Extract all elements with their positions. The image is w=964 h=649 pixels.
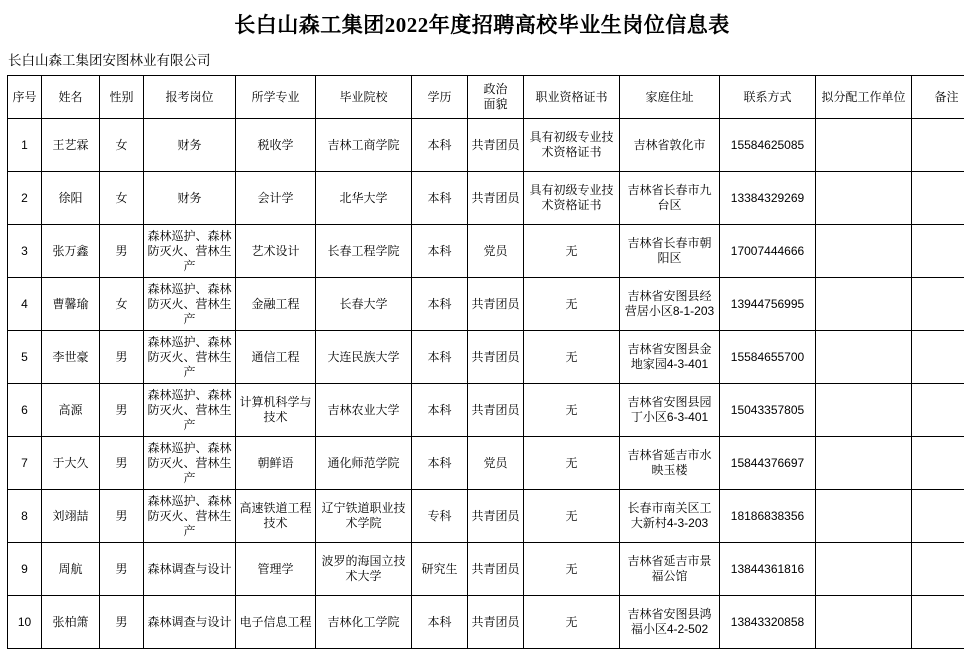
cell-post: 森林调查与设计 [144,543,236,596]
cell-assigned-unit [816,278,912,331]
cell-address: 吉林省安图县金地家园4-3-401 [620,331,720,384]
cell-post: 森林调查与设计 [144,596,236,649]
cell-major: 管理学 [236,543,316,596]
cell-certificate: 无 [524,596,620,649]
cell-gender: 男 [100,437,144,490]
cell-school: 长春大学 [316,278,412,331]
cell-assigned-unit [816,543,912,596]
cell-name: 徐阳 [42,172,100,225]
cell-school: 吉林工商学院 [316,119,412,172]
table-body [8,119,964,649]
table-row [8,278,964,331]
cell-political: 共青团员 [468,490,524,543]
company-name: 长白山森工集团安图林业有限公司 [0,49,964,75]
cell-contact: 13944756995 [720,278,816,331]
cell-name: 李世豪 [42,331,100,384]
cell-remark [912,490,964,543]
cell-seq: 2 [8,172,42,225]
cell-address: 吉林省安图县鸿福小区4-2-502 [620,596,720,649]
recruitment-table [7,75,964,649]
cell-contact: 15584655700 [720,331,816,384]
cell-gender: 男 [100,331,144,384]
cell-name: 高源 [42,384,100,437]
cell-certificate: 无 [524,225,620,278]
cell-degree: 本科 [412,278,468,331]
cell-address: 吉林省延吉市景福公馆 [620,543,720,596]
cell-certificate: 无 [524,437,620,490]
cell-contact: 13844361816 [720,543,816,596]
table-row [8,172,964,225]
cell-gender: 女 [100,278,144,331]
cell-contact: 17007444666 [720,225,816,278]
cell-certificate: 无 [524,384,620,437]
cell-remark [912,437,964,490]
cell-seq: 1 [8,119,42,172]
header-remark: 备注 [912,76,964,119]
header-post: 报考岗位 [144,76,236,119]
cell-political: 共青团员 [468,543,524,596]
cell-gender: 女 [100,119,144,172]
table-row [8,437,964,490]
cell-seq: 5 [8,331,42,384]
header-political-status [468,76,524,119]
cell-seq: 4 [8,278,42,331]
cell-political: 共青团员 [468,278,524,331]
header-degree: 学历 [412,76,468,119]
cell-gender: 男 [100,543,144,596]
cell-name: 张万鑫 [42,225,100,278]
cell-degree: 本科 [412,225,468,278]
header-school: 毕业院校 [316,76,412,119]
cell-certificate: 具有初级专业技术资格证书 [524,119,620,172]
cell-school: 大连民族大学 [316,331,412,384]
cell-certificate: 无 [524,543,620,596]
header-gender: 性别 [100,76,144,119]
table-row [8,384,964,437]
cell-political: 共青团员 [468,384,524,437]
cell-post: 森林巡护、森林防灭火、营林生产 [144,437,236,490]
header-address: 家庭住址 [620,76,720,119]
cell-political: 共青团员 [468,172,524,225]
cell-name: 周航 [42,543,100,596]
cell-school: 吉林农业大学 [316,384,412,437]
table-row [8,331,964,384]
cell-contact: 15043357805 [720,384,816,437]
cell-political: 共青团员 [468,596,524,649]
cell-degree: 本科 [412,384,468,437]
cell-address: 吉林省长春市九台区 [620,172,720,225]
cell-degree: 本科 [412,596,468,649]
cell-major: 税收学 [236,119,316,172]
cell-political: 共青团员 [468,119,524,172]
header-political-line1: 政治 [470,82,521,97]
table-header-row [8,76,964,119]
cell-contact: 15584625085 [720,119,816,172]
page-title: 长白山森工集团2022年度招聘高校毕业生岗位信息表 [0,0,964,49]
cell-address: 吉林省安图县园丁小区6-3-401 [620,384,720,437]
cell-school: 波罗的海国立技术大学 [316,543,412,596]
cell-major: 电子信息工程 [236,596,316,649]
cell-remark [912,384,964,437]
cell-assigned-unit [816,119,912,172]
cell-contact: 15844376697 [720,437,816,490]
cell-remark [912,543,964,596]
table-row [8,119,964,172]
cell-major: 计算机科学与技术 [236,384,316,437]
cell-assigned-unit [816,331,912,384]
cell-certificate: 无 [524,278,620,331]
cell-address: 吉林省延吉市水映玉楼 [620,437,720,490]
cell-assigned-unit [816,596,912,649]
table-row [8,596,964,649]
table-row [8,543,964,596]
cell-seq: 3 [8,225,42,278]
cell-post: 森林巡护、森林防灭火、营林生产 [144,278,236,331]
header-political-line2: 面貌 [470,97,521,112]
header-seq: 序号 [8,76,42,119]
cell-certificate: 无 [524,490,620,543]
cell-assigned-unit [816,437,912,490]
cell-name: 曹馨瑜 [42,278,100,331]
cell-seq: 6 [8,384,42,437]
cell-political: 共青团员 [468,331,524,384]
cell-post: 财务 [144,119,236,172]
header-major: 所学专业 [236,76,316,119]
cell-major: 金融工程 [236,278,316,331]
cell-degree: 本科 [412,331,468,384]
cell-address: 吉林省长春市朝阳区 [620,225,720,278]
cell-gender: 男 [100,225,144,278]
cell-major: 通信工程 [236,331,316,384]
cell-name: 于大久 [42,437,100,490]
cell-major: 艺术设计 [236,225,316,278]
cell-remark [912,596,964,649]
header-name: 姓名 [42,76,100,119]
cell-name: 王艺霖 [42,119,100,172]
cell-school: 通化师范学院 [316,437,412,490]
header-assigned-unit: 拟分配工作单位 [816,76,912,119]
cell-remark [912,225,964,278]
cell-assigned-unit [816,490,912,543]
cell-remark [912,119,964,172]
cell-address: 长春市南关区工大新村4-3-203 [620,490,720,543]
cell-seq: 7 [8,437,42,490]
cell-degree: 本科 [412,437,468,490]
cell-contact: 18186838356 [720,490,816,543]
cell-major: 会计学 [236,172,316,225]
cell-school: 北华大学 [316,172,412,225]
cell-degree: 本科 [412,119,468,172]
cell-seq: 9 [8,543,42,596]
cell-seq: 10 [8,596,42,649]
header-contact: 联系方式 [720,76,816,119]
cell-contact: 13384329269 [720,172,816,225]
table-row [8,225,964,278]
cell-political: 党员 [468,225,524,278]
cell-gender: 男 [100,596,144,649]
cell-remark [912,278,964,331]
cell-degree: 研究生 [412,543,468,596]
cell-gender: 男 [100,490,144,543]
cell-post: 森林巡护、森林防灭火、营林生产 [144,331,236,384]
cell-political: 党员 [468,437,524,490]
cell-degree: 专科 [412,490,468,543]
cell-name: 张柏箫 [42,596,100,649]
cell-major: 朝鲜语 [236,437,316,490]
cell-major: 高速铁道工程技术 [236,490,316,543]
cell-post: 森林巡护、森林防灭火、营林生产 [144,384,236,437]
cell-school: 长春工程学院 [316,225,412,278]
cell-contact: 13843320858 [720,596,816,649]
cell-degree: 本科 [412,172,468,225]
cell-gender: 女 [100,172,144,225]
cell-address: 吉林省安图县经营居小区8-1-203 [620,278,720,331]
cell-remark [912,331,964,384]
cell-assigned-unit [816,384,912,437]
cell-address: 吉林省敦化市 [620,119,720,172]
cell-certificate: 无 [524,331,620,384]
cell-school: 辽宁铁道职业技术学院 [316,490,412,543]
cell-certificate: 具有初级专业技术资格证书 [524,172,620,225]
cell-name: 刘翊喆 [42,490,100,543]
cell-seq: 8 [8,490,42,543]
cell-post: 财务 [144,172,236,225]
cell-assigned-unit [816,225,912,278]
cell-remark [912,172,964,225]
table-row [8,490,964,543]
cell-post: 森林巡护、森林防灭火、营林生产 [144,490,236,543]
cell-gender: 男 [100,384,144,437]
header-certificate: 职业资格证书 [524,76,620,119]
cell-school: 吉林化工学院 [316,596,412,649]
cell-post: 森林巡护、森林防灭火、营林生产 [144,225,236,278]
cell-assigned-unit [816,172,912,225]
